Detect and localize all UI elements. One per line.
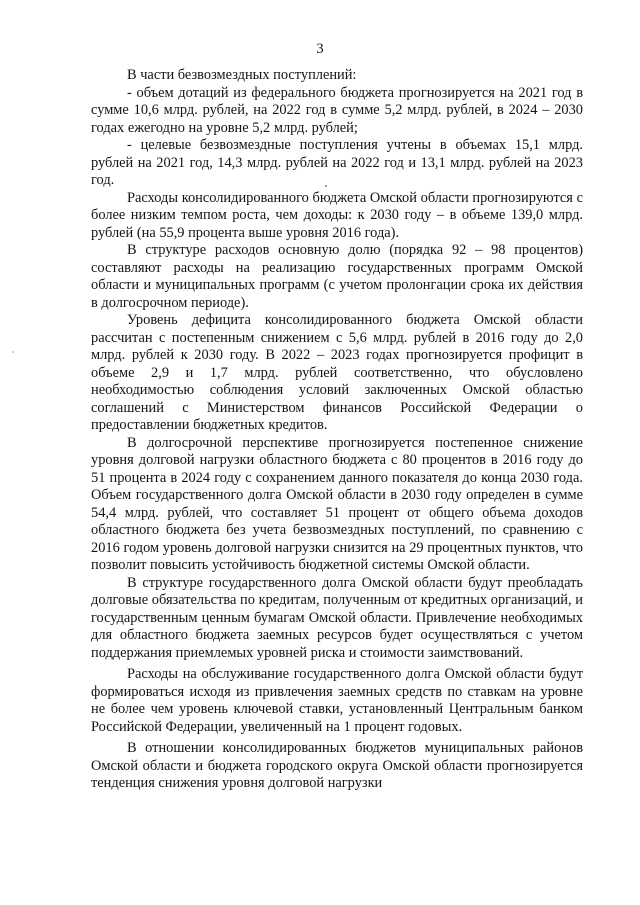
paragraph-municipal-budgets: В отношении консолидированных бюджетов муниципальных районов Омской области и бюджета городского округа Омской области прогнозируется тенденция снижения уровня долговой нагрузки	[91, 740, 583, 791]
document-body	[91, 67, 583, 793]
paragraph-debt-service: Расходы на обслуживание государственного долга Омской области будут формироваться исходя из привлечения заемных средств по ставкам на уровне не более чем уровень ключевой ставки, установленный Центральным банком Российской Федерации, увеличенный на 1 процент годовых.	[91, 666, 583, 735]
paragraph-expenses: Расходы консолидированного бюджета Омской области прогнозируются с более низким темпом роста, чем доходы: к 2030 году – в объеме 139,0 млрд. рублей (на 55,9 процента выше уровня 2016 года).	[91, 189, 583, 241]
paragraph-target-grants: - целевые безвозмездные поступления учтены в объемах 15,1 млрд. рублей на 2021 год, 14,3 млрд. рублей на 2022 год и 13,1 млрд. рублей на 2023 год.	[91, 137, 583, 188]
paragraph-debt-structure: В структуре государственного долга Омской области будут преобладать долговые обязательства по кредитам, полученным от кредитных организаций, и государственным ценным бумагам Омской области. Привлечение необходимых для областного бюджета заемных ресурсов будет осуществляться с учетом поддержания приемлемых уровней риска и стоимости заимствований.	[91, 574, 583, 661]
paragraph-deficit: Уровень дефицита консолидированного бюджета Омской области рассчитан с постепенным снижением с 5,6 млрд. рублей в 2016 году до 2,0 млрд. рублей к 2030 году. В 2022 – 2023 годах прогнозируется профицит в объеме 2,9 и 1,7 млрд. рублей соответственно, что обусловлено необходимостью соблюдения условий заключенных Омской областью соглашений с Министерством финансов Российской Федерации о предоставлении бюджетных кредитов.	[91, 312, 583, 433]
paragraph-subsidies: - объем дотаций из федерального бюджета прогнозируется на 2021 год в сумме 10,6 млрд. рублей, на 2022 год в сумме 5,2 млрд. рублей, в 2024 – 2030 годах ежегодно на уровне 5,2 млрд. рублей;	[91, 84, 583, 136]
paragraph-debt-load: В долгосрочной перспективе прогнозируется постепенное снижение уровня долговой нагрузки областного бюджета с 80 процентов в 2016 году до 51 процента в 2024 году с сохранением данного показателя до конца 2030 года. Объем государственного долга Омской области в 2030 году определен в сумме 54,4 млрд. рублей, что составляет 51 процент от общего объема доходов областного бюджета без учета безвозмездных поступлений, по сравнению с 2016 годом уровень долговой нагрузки снизится на 29 процентных пунктов, что позволит повысить устойчивость бюджетной системы Омской области.	[91, 434, 583, 573]
page-number: 3	[316, 41, 324, 57]
paragraph-expense-structure: В структуре расходов основную долю (порядка 92 – 98 процентов) составляют расходы на реализацию государственных программ Омской области и муниципальных программ (с учетом пролонгации срока их действия в долгосрочном периоде).	[91, 242, 583, 311]
paragraph-grants-intro: В части безвозмездных поступлений:	[127, 67, 357, 83]
